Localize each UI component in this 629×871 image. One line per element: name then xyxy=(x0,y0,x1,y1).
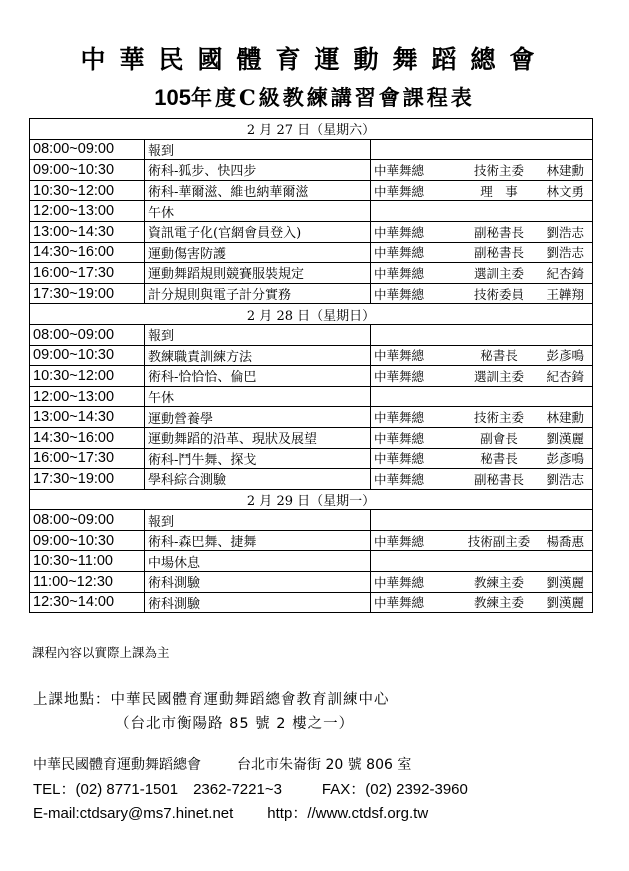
schedule-row xyxy=(30,427,593,448)
session-course: 計分規則與電子計分實務 xyxy=(145,283,371,304)
session-time: 09:00~10:30 xyxy=(30,530,145,551)
instructor-position: 副會長 xyxy=(480,430,518,446)
schedule-row xyxy=(30,510,593,531)
schedule-row xyxy=(30,242,593,263)
day-header: 2 月 29 日（星期一） xyxy=(30,489,593,510)
session-course: 中場休息 xyxy=(145,551,371,572)
session-time: 08:00~09:00 xyxy=(30,139,145,160)
instructor-unit: 中華舞總 xyxy=(374,533,425,549)
session-instructor xyxy=(371,263,593,284)
session-instructor xyxy=(371,139,593,160)
schedule-row xyxy=(30,407,593,428)
session-time: 12:00~13:00 xyxy=(30,386,145,407)
session-course: 術科-狐步、快四步 xyxy=(145,160,371,181)
instructor-unit: 中華舞總 xyxy=(374,162,425,178)
day-header-row xyxy=(30,489,593,510)
instructor-name: 劉漢麗 xyxy=(546,430,584,446)
session-time: 08:00~09:00 xyxy=(30,324,145,345)
instructor-unit: 中華舞總 xyxy=(374,348,425,364)
schedule-row xyxy=(30,221,593,242)
document-title-text: 年度C級教練講習會課程表 xyxy=(191,85,475,110)
instructor-name: 楊喬惠 xyxy=(546,533,584,549)
instructor-name: 林建勳 xyxy=(546,410,584,426)
document-title-year: 105 xyxy=(154,85,191,110)
instructor-position: 選訓主委 xyxy=(473,265,524,281)
session-course: 術科-恰恰恰、倫巴 xyxy=(145,366,371,387)
session-instructor xyxy=(371,530,593,551)
instructor-unit: 中華舞總 xyxy=(374,245,425,261)
instructor-unit: 中華舞總 xyxy=(374,286,425,302)
venue-line: 上課地點：中華民國體育運動舞蹈總會教育訓練中心 xyxy=(33,692,390,708)
instructor-position: 秘書長 xyxy=(480,348,518,364)
session-instructor xyxy=(371,242,593,263)
session-time: 16:00~17:30 xyxy=(30,263,145,284)
instructor-name: 劉漢麗 xyxy=(546,595,584,611)
instructor-name: 彭彥鳴 xyxy=(546,348,584,364)
session-time: 17:30~19:00 xyxy=(30,283,145,304)
schedule-body xyxy=(30,119,593,613)
session-instructor xyxy=(371,407,593,428)
venue-address: （台北市衡陽路 85 號 2 樓之一） xyxy=(115,716,355,732)
session-course: 運動營養學 xyxy=(145,407,371,428)
organization-title: 中華民國體育運動舞蹈總會 xyxy=(80,45,549,74)
instructor-name: 林建勳 xyxy=(546,162,584,178)
instructor-name: 彭彥鳴 xyxy=(546,451,584,467)
instructor-unit: 中華舞總 xyxy=(374,224,425,240)
session-course: 術科-森巴舞、捷舞 xyxy=(145,530,371,551)
schedule-row xyxy=(30,345,593,366)
instructor-name: 紀杏錡 xyxy=(546,265,584,281)
instructor-position: 教練主委 xyxy=(473,595,524,611)
instructor-name: 劉浩志 xyxy=(546,471,584,487)
schedule-table xyxy=(29,118,593,613)
session-instructor xyxy=(371,448,593,469)
session-course: 學科綜合測驗 xyxy=(145,469,371,490)
contact-address: 台北市朱崙街 20 號 806 室 xyxy=(237,757,412,773)
session-time: 10:30~11:00 xyxy=(30,551,145,572)
day-header-row xyxy=(30,119,593,140)
instructor-position: 技術主委 xyxy=(473,162,524,178)
schedule-row xyxy=(30,448,593,469)
instructor-unit: 中華舞總 xyxy=(374,183,425,199)
instructor-position: 技術副主委 xyxy=(467,533,531,549)
session-time: 14:30~16:00 xyxy=(30,242,145,263)
session-course: 教練職責訓練方法 xyxy=(145,345,371,366)
session-course: 術科-華爾滋、維也納華爾滋 xyxy=(145,180,371,201)
instructor-position: 副秘書長 xyxy=(473,471,524,487)
session-instructor xyxy=(371,469,593,490)
session-instructor xyxy=(371,160,593,181)
schedule-row xyxy=(30,572,593,593)
session-instructor xyxy=(371,572,593,593)
contact-phone-line xyxy=(33,778,468,799)
instructor-unit: 中華舞總 xyxy=(374,368,425,384)
schedule-row xyxy=(30,201,593,222)
session-instructor xyxy=(371,386,593,407)
day-header: 2 月 28 日（星期日） xyxy=(30,304,593,325)
schedule-row xyxy=(30,530,593,551)
session-course: 資訊電子化(官網會員登入) xyxy=(145,221,371,242)
session-time: 11:00~12:30 xyxy=(30,572,145,593)
day-header: 2 月 27 日（星期六） xyxy=(30,119,593,140)
instructor-position: 副秘書長 xyxy=(473,224,524,240)
instructor-position: 理 事 xyxy=(480,183,518,199)
session-time: 14:30~16:00 xyxy=(30,427,145,448)
session-time: 17:30~19:00 xyxy=(30,469,145,490)
session-course: 報到 xyxy=(145,510,371,531)
instructor-name: 劉漢麗 xyxy=(546,574,584,590)
session-instructor xyxy=(371,366,593,387)
session-instructor xyxy=(371,221,593,242)
session-instructor xyxy=(371,201,593,222)
session-instructor xyxy=(371,180,593,201)
schedule-row xyxy=(30,592,593,613)
schedule-row xyxy=(30,263,593,284)
schedule-row xyxy=(30,366,593,387)
instructor-unit: 中華舞總 xyxy=(374,451,425,467)
contact-fax: FAX：(02) 2392-3960 xyxy=(321,781,468,798)
session-course: 術科測驗 xyxy=(145,592,371,613)
day-header-row xyxy=(30,304,593,325)
instructor-name: 林文勇 xyxy=(546,183,584,199)
contact-email[interactable]: E-mail:ctdsary@ms7.hinet.net xyxy=(33,805,234,822)
session-course: 報到 xyxy=(145,324,371,345)
contact-email-line xyxy=(33,802,428,823)
schedule-row xyxy=(30,386,593,407)
contact-org-name: 中華民國體育運動舞蹈總會 xyxy=(33,757,201,773)
instructor-position: 選訓主委 xyxy=(473,368,524,384)
session-instructor xyxy=(371,510,593,531)
session-time: 08:00~09:00 xyxy=(30,510,145,531)
schedule-note: 課程內容以實際上課為主 xyxy=(32,645,170,660)
session-time: 12:30~14:00 xyxy=(30,592,145,613)
session-time: 09:00~10:30 xyxy=(30,345,145,366)
session-course: 運動傷害防護 xyxy=(145,242,371,263)
session-course: 午休 xyxy=(145,386,371,407)
session-time: 12:00~13:00 xyxy=(30,201,145,222)
instructor-position: 副秘書長 xyxy=(473,245,524,261)
schedule-row xyxy=(30,283,593,304)
schedule-row xyxy=(30,139,593,160)
schedule-row xyxy=(30,551,593,572)
session-course: 術科-鬥牛舞、探戈 xyxy=(145,448,371,469)
session-instructor xyxy=(371,592,593,613)
session-instructor xyxy=(371,324,593,345)
instructor-position: 技術主委 xyxy=(473,410,524,426)
session-instructor xyxy=(371,345,593,366)
session-time: 10:30~12:00 xyxy=(30,180,145,201)
document-title xyxy=(0,82,629,112)
contact-org-line xyxy=(33,754,411,774)
session-time: 10:30~12:00 xyxy=(30,366,145,387)
instructor-unit: 中華舞總 xyxy=(374,574,425,590)
instructor-unit: 中華舞總 xyxy=(374,410,425,426)
session-course: 運動舞蹈規則競賽服裝規定 xyxy=(145,263,371,284)
instructor-position: 技術委員 xyxy=(473,286,524,302)
session-time: 13:00~14:30 xyxy=(30,407,145,428)
schedule-row xyxy=(30,324,593,345)
session-instructor xyxy=(371,427,593,448)
session-instructor xyxy=(371,551,593,572)
instructor-unit: 中華舞總 xyxy=(374,471,425,487)
contact-website[interactable]: http：//www.ctdsf.org.tw xyxy=(267,805,429,822)
session-time: 13:00~14:30 xyxy=(30,221,145,242)
session-course: 術科測驗 xyxy=(145,572,371,593)
schedule-row xyxy=(30,469,593,490)
session-course: 報到 xyxy=(145,139,371,160)
instructor-unit: 中華舞總 xyxy=(374,430,425,446)
instructor-name: 劉浩志 xyxy=(546,224,584,240)
instructor-unit: 中華舞總 xyxy=(374,265,425,281)
instructor-unit: 中華舞總 xyxy=(374,595,425,611)
instructor-name: 紀杏錡 xyxy=(546,368,584,384)
instructor-position: 秘書長 xyxy=(480,451,518,467)
instructor-name: 王韡翔 xyxy=(546,286,584,302)
schedule-row xyxy=(30,160,593,181)
session-instructor xyxy=(371,283,593,304)
session-course: 午休 xyxy=(145,201,371,222)
session-course: 運動舞蹈的沿革、現狀及展望 xyxy=(145,427,371,448)
contact-tel: TEL：(02) 8771-1501 2362-7221~3 xyxy=(33,781,282,798)
instructor-position: 教練主委 xyxy=(473,574,524,590)
schedule-row xyxy=(30,180,593,201)
instructor-name: 劉浩志 xyxy=(546,245,584,261)
session-time: 09:00~10:30 xyxy=(30,160,145,181)
session-time: 16:00~17:30 xyxy=(30,448,145,469)
